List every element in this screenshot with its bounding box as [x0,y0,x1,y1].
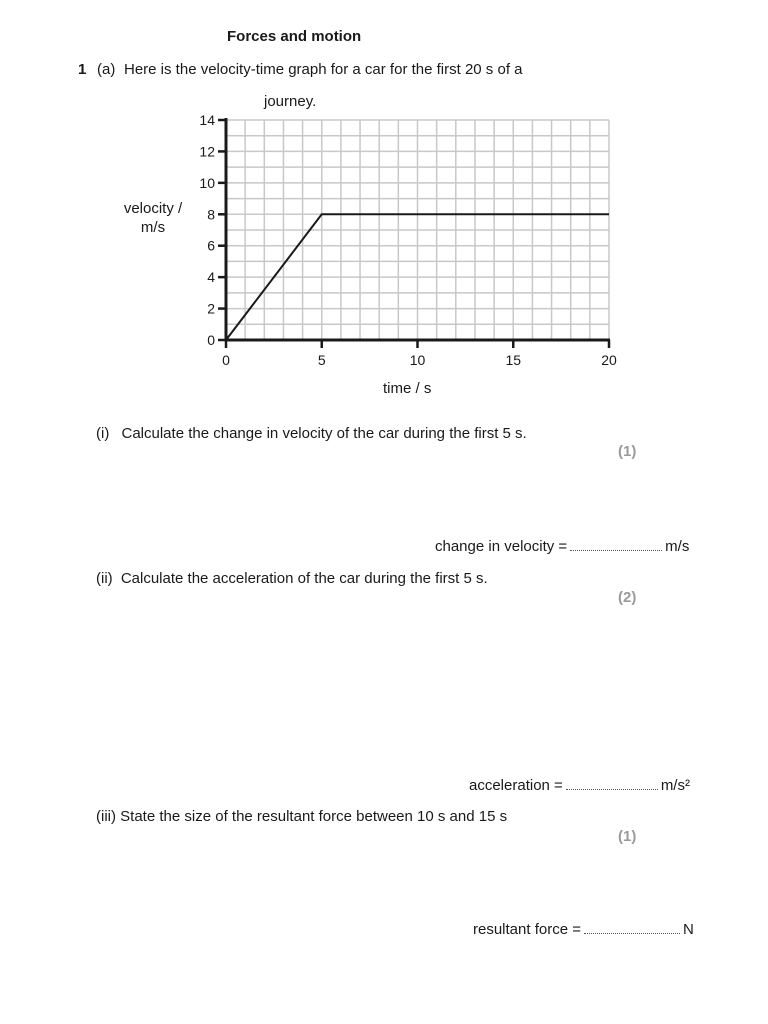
y-tick-label: 8 [207,206,215,223]
y-tick-label: 0 [207,332,215,348]
x-tick-label: 0 [222,352,230,368]
chart-x-axis-label: time / s [383,380,432,397]
answer-line-ii [469,777,690,794]
answer-label-i: change in velocity = [435,538,568,555]
question-number: 1 [78,61,87,78]
answer-label-iii: resultant force = [473,921,581,938]
y-tick-label: 12 [199,143,215,160]
x-tick-label: 5 [317,352,326,368]
question-text-line1: Here is the velocity-time graph for a car for the first 20 s of a [124,61,523,78]
answer-line-i [435,538,689,555]
y-tick-label: 10 [199,174,215,191]
chart-y-axis-label-line2: m/s [140,219,166,236]
x-tick-label: 20 [601,352,617,368]
subquestion-i-label: (i) [96,425,110,442]
subquestion-i-marks: (1) [618,443,637,460]
y-tick-label: 4 [207,269,215,286]
x-tick-label: 15 [505,352,522,368]
subquestion-ii-marks: (2) [618,589,637,606]
answer-unit-i: m/s [665,538,690,555]
question-text-line2: journey. [264,93,317,110]
subquestion-i-text: Calculate the change in velocity of the car during the first 5 s. [121,425,527,442]
answer-blank-ii[interactable] [566,779,658,790]
subquestion-ii-label: (ii) [96,570,113,587]
y-tick-label: 2 [207,300,215,317]
chart-y-axis-label-line1: velocity / [123,200,183,217]
page-title: Forces and motion [227,28,362,45]
chart-ticks [199,112,617,368]
answer-line-iii [473,921,694,938]
y-tick-label: 6 [207,237,215,254]
subquestion-ii-text: Calculate the acceleration of the car during the first 5 s. [120,570,488,587]
chart-grid [226,120,609,340]
subquestion-i [96,425,527,442]
answer-unit-iii: N [682,921,694,938]
answer-blank-i[interactable] [570,540,662,551]
subquestion-iii [96,808,507,825]
subquestion-iii-text: State the size of the resultant force between 10 s and 15 s [120,808,508,825]
subquestion-ii [96,570,488,587]
question-part: (a) [97,61,116,78]
x-tick-label: 10 [409,352,426,368]
y-tick-label: 14 [199,112,215,128]
answer-label-ii: acceleration = [469,777,563,794]
subquestion-iii-marks: (1) [618,828,637,845]
answer-blank-iii[interactable] [584,923,680,934]
velocity-time-chart [0,0,768,400]
answer-unit-ii: m/s² [660,777,690,794]
subquestion-iii-label: (iii) [96,808,116,825]
